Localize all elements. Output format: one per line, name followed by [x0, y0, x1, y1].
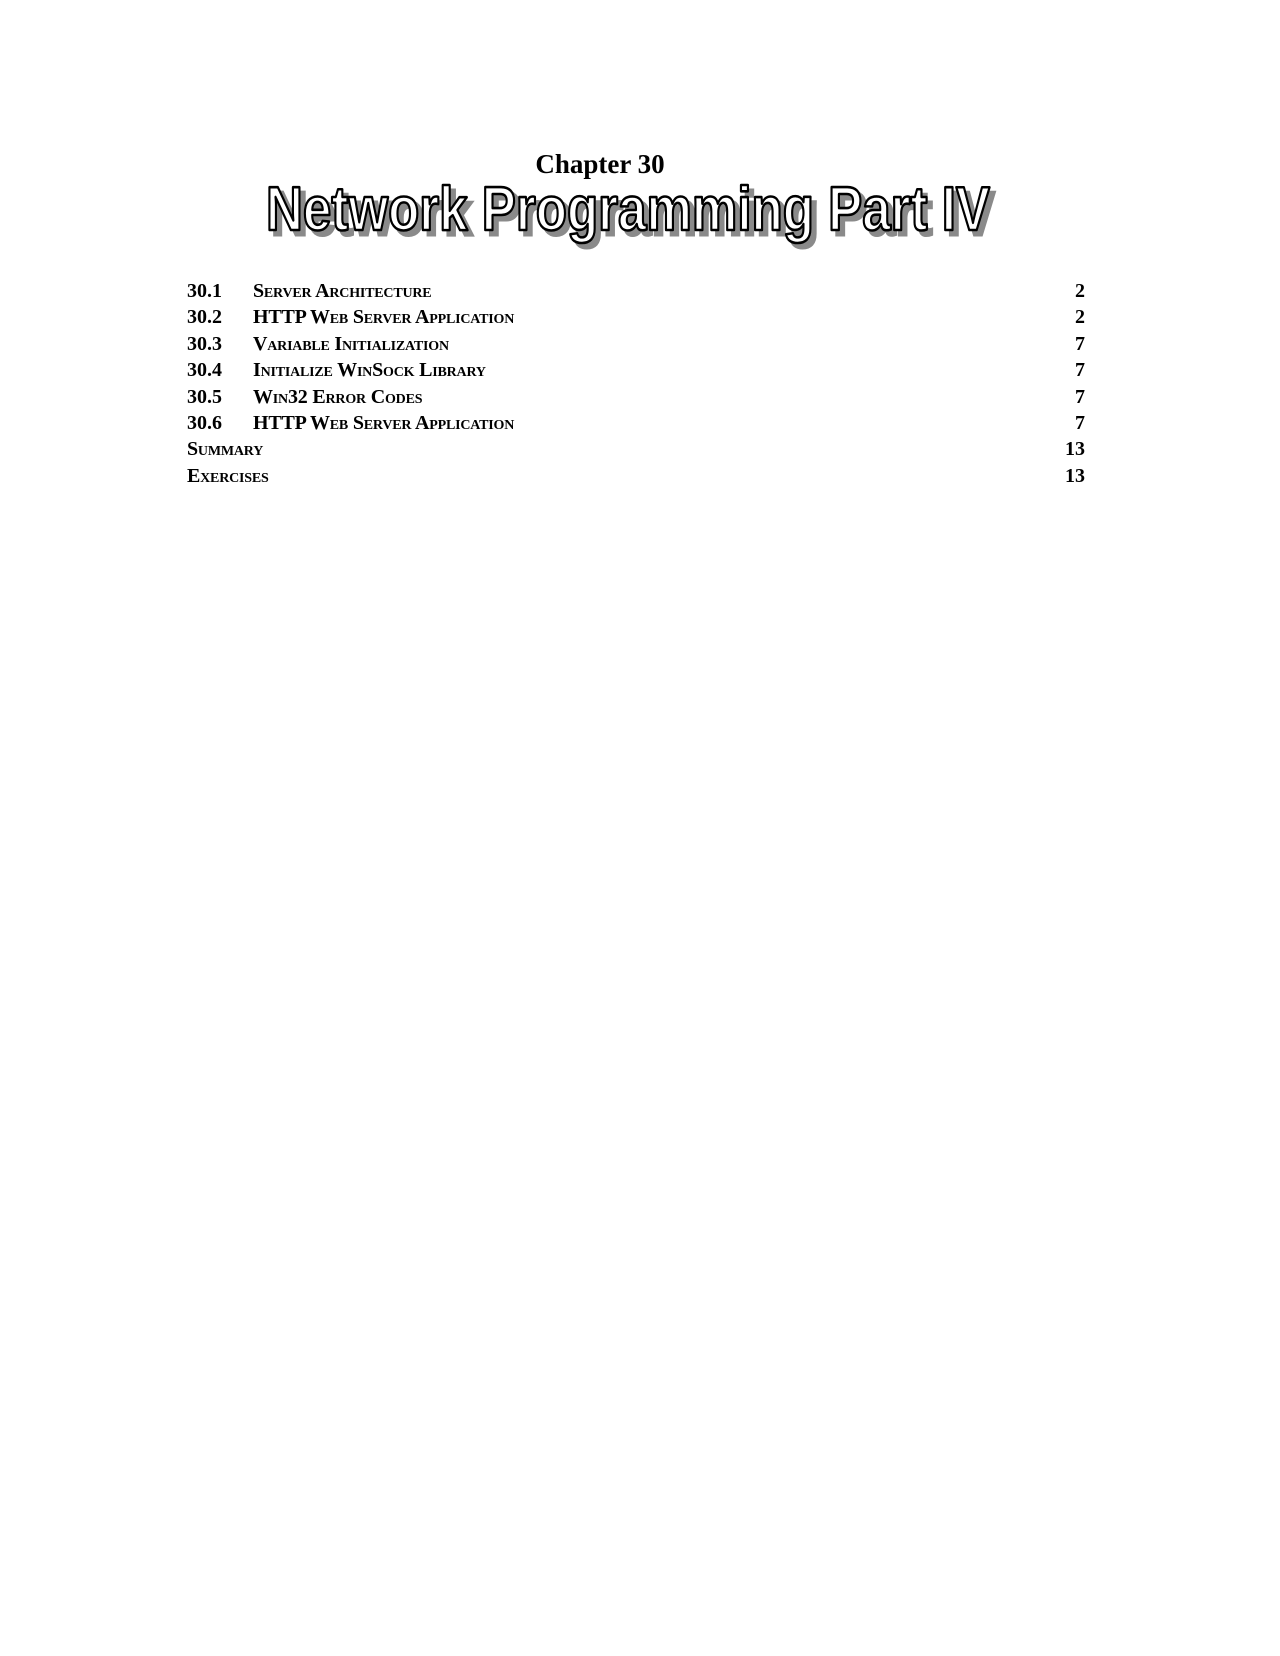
toc-entry-page: 2 — [1075, 280, 1085, 302]
toc-entry[interactable] — [187, 410, 1085, 436]
toc-entry[interactable] — [187, 278, 1085, 304]
toc-entry-title: Win32 Error Codes — [253, 385, 423, 408]
toc-entry-number: 30.3 — [187, 332, 222, 355]
toc-entry-number: 30.4 — [187, 359, 222, 382]
toc-entry-page: 7 — [1075, 385, 1085, 408]
toc-entry[interactable] — [187, 436, 1085, 462]
toc-entry-page: 7 — [1075, 359, 1085, 382]
toc-entry[interactable] — [187, 463, 1085, 489]
toc-entry-title: Exercises — [187, 464, 269, 487]
toc-entry-page: 13 — [1065, 464, 1085, 487]
toc-entry-page: 2 — [1075, 306, 1085, 329]
toc-entry-title: HTTP Web Server Application — [253, 306, 515, 329]
toc-entry[interactable] — [187, 331, 1085, 357]
toc-entry-title: Variable Initialization — [253, 332, 449, 355]
toc-entry-title: Server Architecture — [253, 280, 432, 302]
toc-entry-title: Summary — [187, 438, 264, 461]
toc-entry-number: 30.1 — [187, 280, 222, 302]
toc-entry-number: 30.5 — [187, 385, 222, 408]
toc-entry-number: 30.6 — [187, 411, 222, 434]
toc-entry-title: Initialize WinSock Library — [253, 359, 486, 382]
toc-entry[interactable] — [187, 384, 1085, 410]
toc-entry-title: HTTP Web Server Application — [253, 411, 515, 434]
toc-entry-number: 30.2 — [187, 306, 222, 329]
toc-entry[interactable] — [187, 304, 1085, 330]
chapter-title-shadow: Network Programming Part IV — [271, 180, 995, 249]
chapter-title-outline: Network Programming Part IV — [266, 178, 990, 244]
chapter-title — [240, 178, 1020, 250]
table-of-contents — [187, 278, 1085, 489]
toc-entry-page: 7 — [1075, 411, 1085, 434]
toc-entry[interactable] — [187, 357, 1085, 383]
chapter-label: Chapter 30 — [535, 149, 665, 179]
toc-entry-page: 13 — [1065, 438, 1085, 461]
toc-entry-page: 7 — [1075, 332, 1085, 355]
